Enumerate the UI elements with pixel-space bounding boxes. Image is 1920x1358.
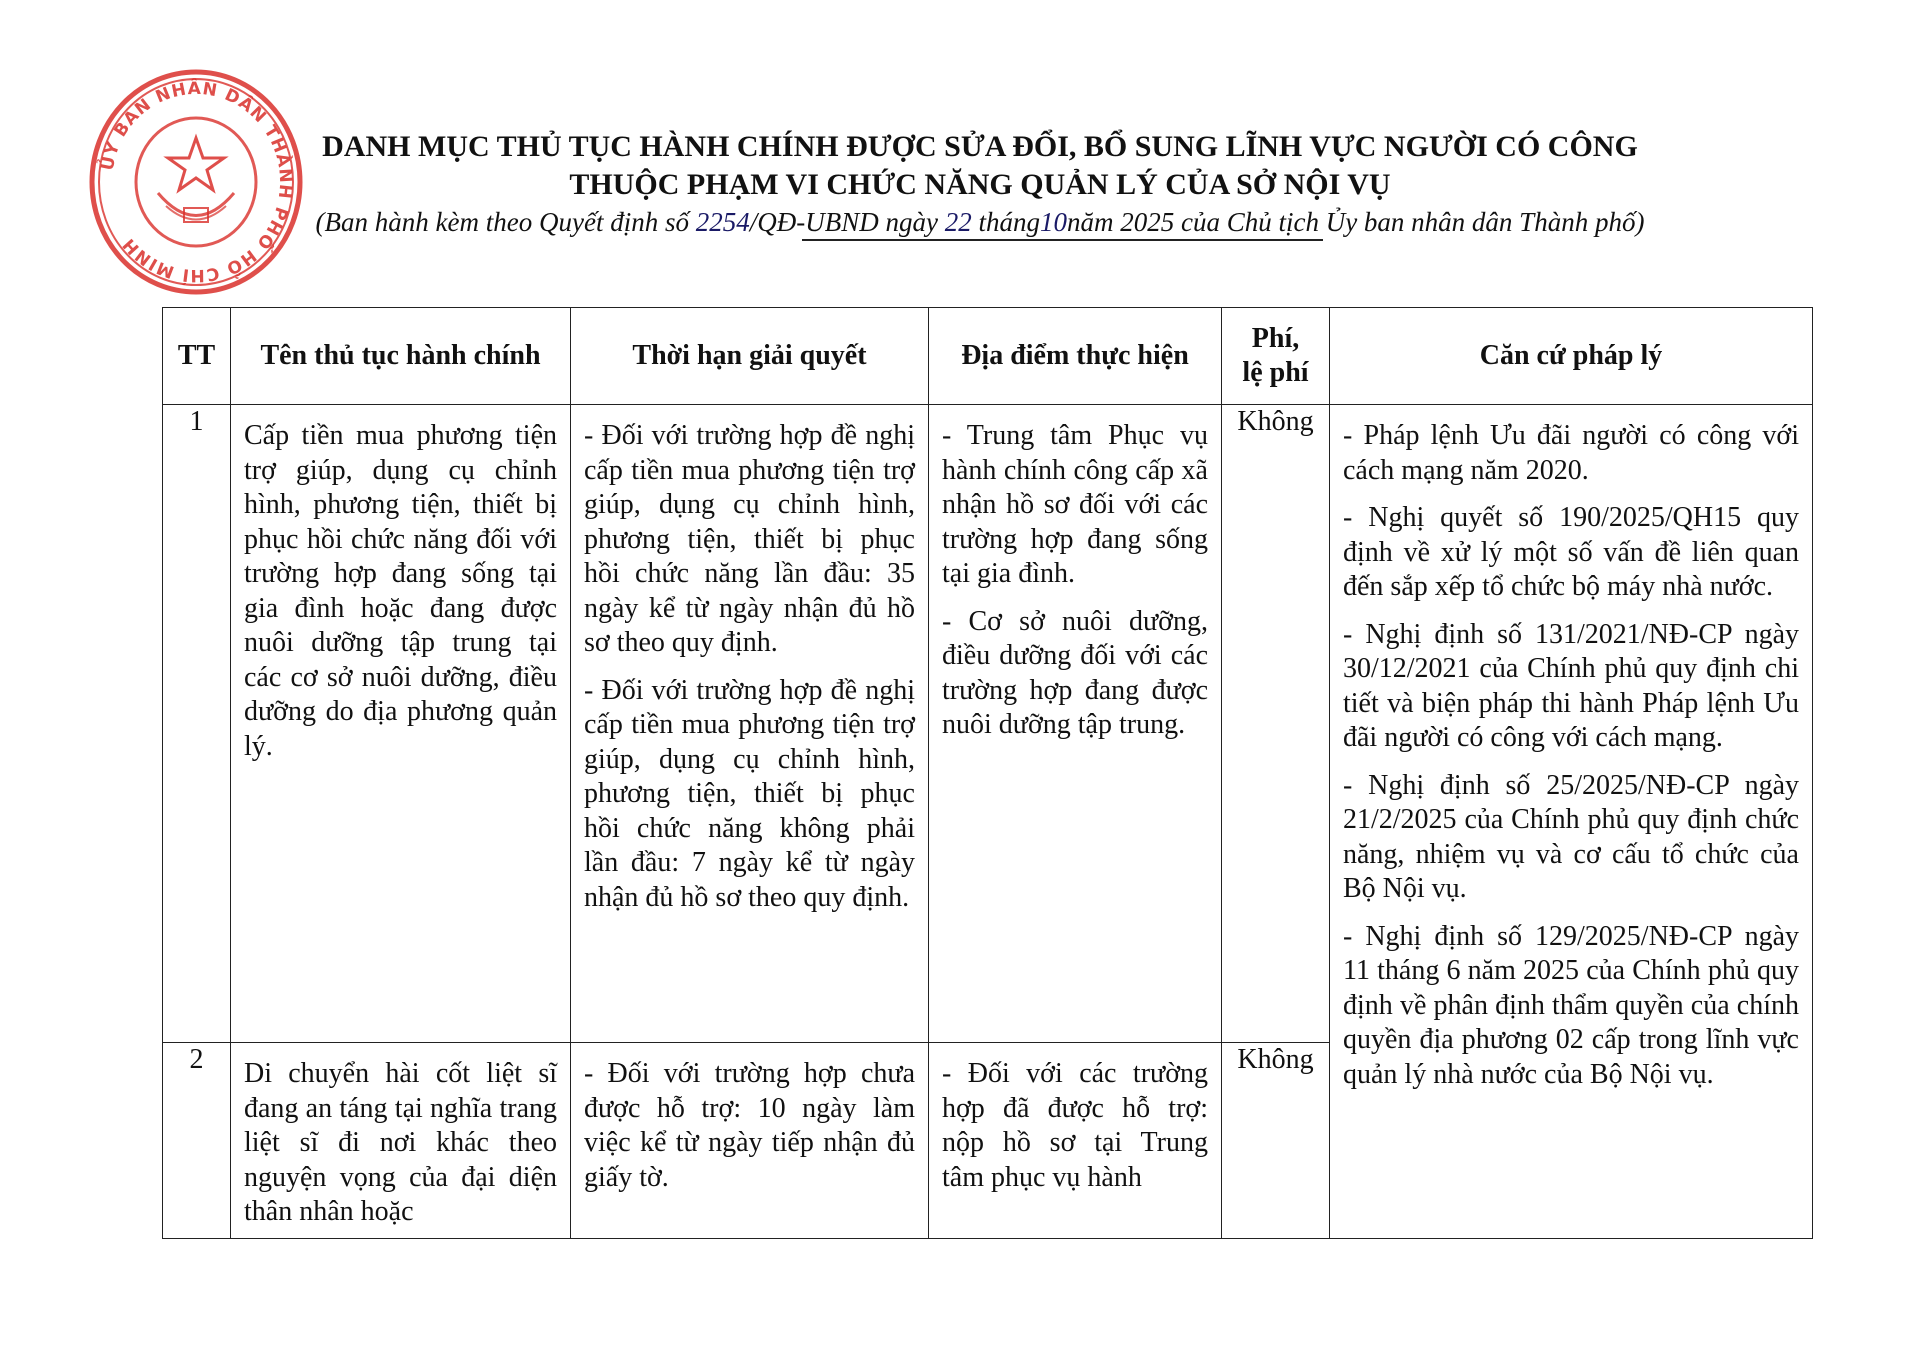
legal-item: - Nghị định số 129/2025/NĐ-CP ngày 11 tháng 6 năm 2025 của Chính phủ quy định về phân định thẩm quyền của chính quyền địa phương 02 cấp trong lĩnh vực quản lý nhà nước của Bộ Nội vụ. [1343,920,1799,1090]
header-tt: TT [163,308,231,405]
decision-month: 10 [1039,207,1067,237]
row-2-fee: Không [1222,1043,1330,1239]
header-fee-line-1: Phí, [1251,322,1300,354]
header-place: Địa điểm thực hiện [929,308,1222,405]
subtitle-part-1: (Ban hành kèm theo Quyết định số [315,207,696,237]
legal-item: - Nghị định số 25/2025/NĐ-CP ngày 21/2/2025 của Chính phủ quy định chức năng, nhiệm vụ và cơ cấu tổ chức của Bộ Nội vụ. [1343,769,1799,904]
legal-item: - Nghị quyết số 190/2025/QH15 quy định về xử lý một số vấn đề liên quan đến sắp xếp tổ chức bộ máy nhà nước. [1343,502,1799,602]
row-2-place-cell [929,1043,1222,1239]
seal-text: ỦY BAN NHÂN DÂN THÀNH PHỐ HỒ CHÍ MINH [97,78,296,286]
header-fee-line-2: lệ phí [1242,357,1309,388]
row-1-fee: Không [1222,405,1330,1043]
row-1-name-cell [231,405,571,1043]
row-2-name: Di chuyển hài cốt liệt sĩ đang an táng tại nghĩa trang liệt sĩ đi nơi khác theo nguyện vọng của đại diện thân nhân hoặc [244,1058,557,1227]
table-header-row [163,308,1813,405]
row-2-deadline-item: - Đối với trường hợp chưa được hỗ trợ: 10 ngày làm việc kể từ ngày tiếp nhận đủ giấy tờ. [584,1058,915,1193]
header-name: Tên thủ tục hành chính [231,308,571,405]
legal-basis-cell [1330,405,1813,1239]
decision-number: 2254 [695,207,750,237]
row-1-name: Cấp tiền mua phương tiện trợ giúp, dụng cụ chỉnh hình, phương tiện, thiết bị phục hồi chức năng đối với trường hợp đang sống tại gia đình hoặc đang được nuôi dưỡng tập trung tại các cơ sở nuôi dưỡng, điều dưỡng do địa phương quản lý. [244,420,557,762]
subtitle-underline [802,239,1323,241]
title-line-1: DANH MỤC THỦ TỤC HÀNH CHÍNH ĐƯỢC SỬA ĐỔI, BỔ SUNG LĨNH VỰC NGƯỜI CÓ CÔNG [322,130,1638,163]
document-header [160,128,1800,240]
row-2-deadline-cell [571,1043,929,1239]
legal-item: - Nghị định số 131/2021/NĐ-CP ngày 30/12/2021 của Chính phủ quy định chi tiết và biện pháp thi hành Pháp lệnh Ưu đãi người có công với cách mạng. [1343,618,1799,753]
header-fee [1222,308,1330,405]
subtitle [160,204,1800,240]
title-line-2: THUỘC PHẠM VI CHỨC NĂNG QUẢN LÝ CỦA SỞ NỘI VỤ [569,168,1391,201]
row-1-deadline-item: - Đối với trường hợp đề nghị cấp tiền mua phương tiện trợ giúp, dụng cụ chỉnh hình, phương tiện, thiết bị phục hồi chức năng không phải lần đầu: 7 ngày kể từ ngày nhận đủ hồ sơ theo quy định. [584,674,915,913]
subtitle-part-4: năm 2025 của Chủ tịch Ủy ban nhân dân Thành phố) [1066,207,1645,237]
row-1-place-cell [929,405,1222,1043]
row-1-tt: 1 [163,405,231,1043]
legal-item: - Pháp lệnh Ưu đãi người có công với cách mạng năm 2020. [1343,420,1799,486]
subtitle-part-3: tháng [971,207,1040,237]
row-2-name-cell [231,1043,571,1239]
row-1-place-item: - Trung tâm Phục vụ hành chính công cấp xã nhận hồ sơ đối với các trường hợp đang sống tại gia đình. [942,420,1208,589]
row-1-deadline-item: - Đối với trường hợp đề nghị cấp tiền mua phương tiện trợ giúp, dụng cụ chỉnh hình, phương tiện, thiết bị phục hồi chức năng lần đầu: 35 ngày kể từ ngày nhận đủ hồ sơ theo quy định. [584,420,915,658]
decision-day: 22 [944,207,972,237]
table-row [163,405,1813,1043]
subtitle-part-2: /QĐ-UBND ngày [749,207,945,237]
row-1-place-item: - Cơ sở nuôi dưỡng, điều dưỡng đối với các trường hợp đang được nuôi dưỡng tập trung. [942,605,1208,740]
row-1-deadline-cell [571,405,929,1043]
header-legal: Căn cứ pháp lý [1330,308,1813,405]
row-2-tt: 2 [163,1043,231,1239]
procedures-table [162,307,1813,1239]
header-deadline: Thời hạn giải quyết [571,308,929,405]
row-2-place-item: - Đối với các trường hợp đã được hỗ trợ: nộp hồ sơ tại Trung tâm phục vụ hành [942,1058,1208,1193]
